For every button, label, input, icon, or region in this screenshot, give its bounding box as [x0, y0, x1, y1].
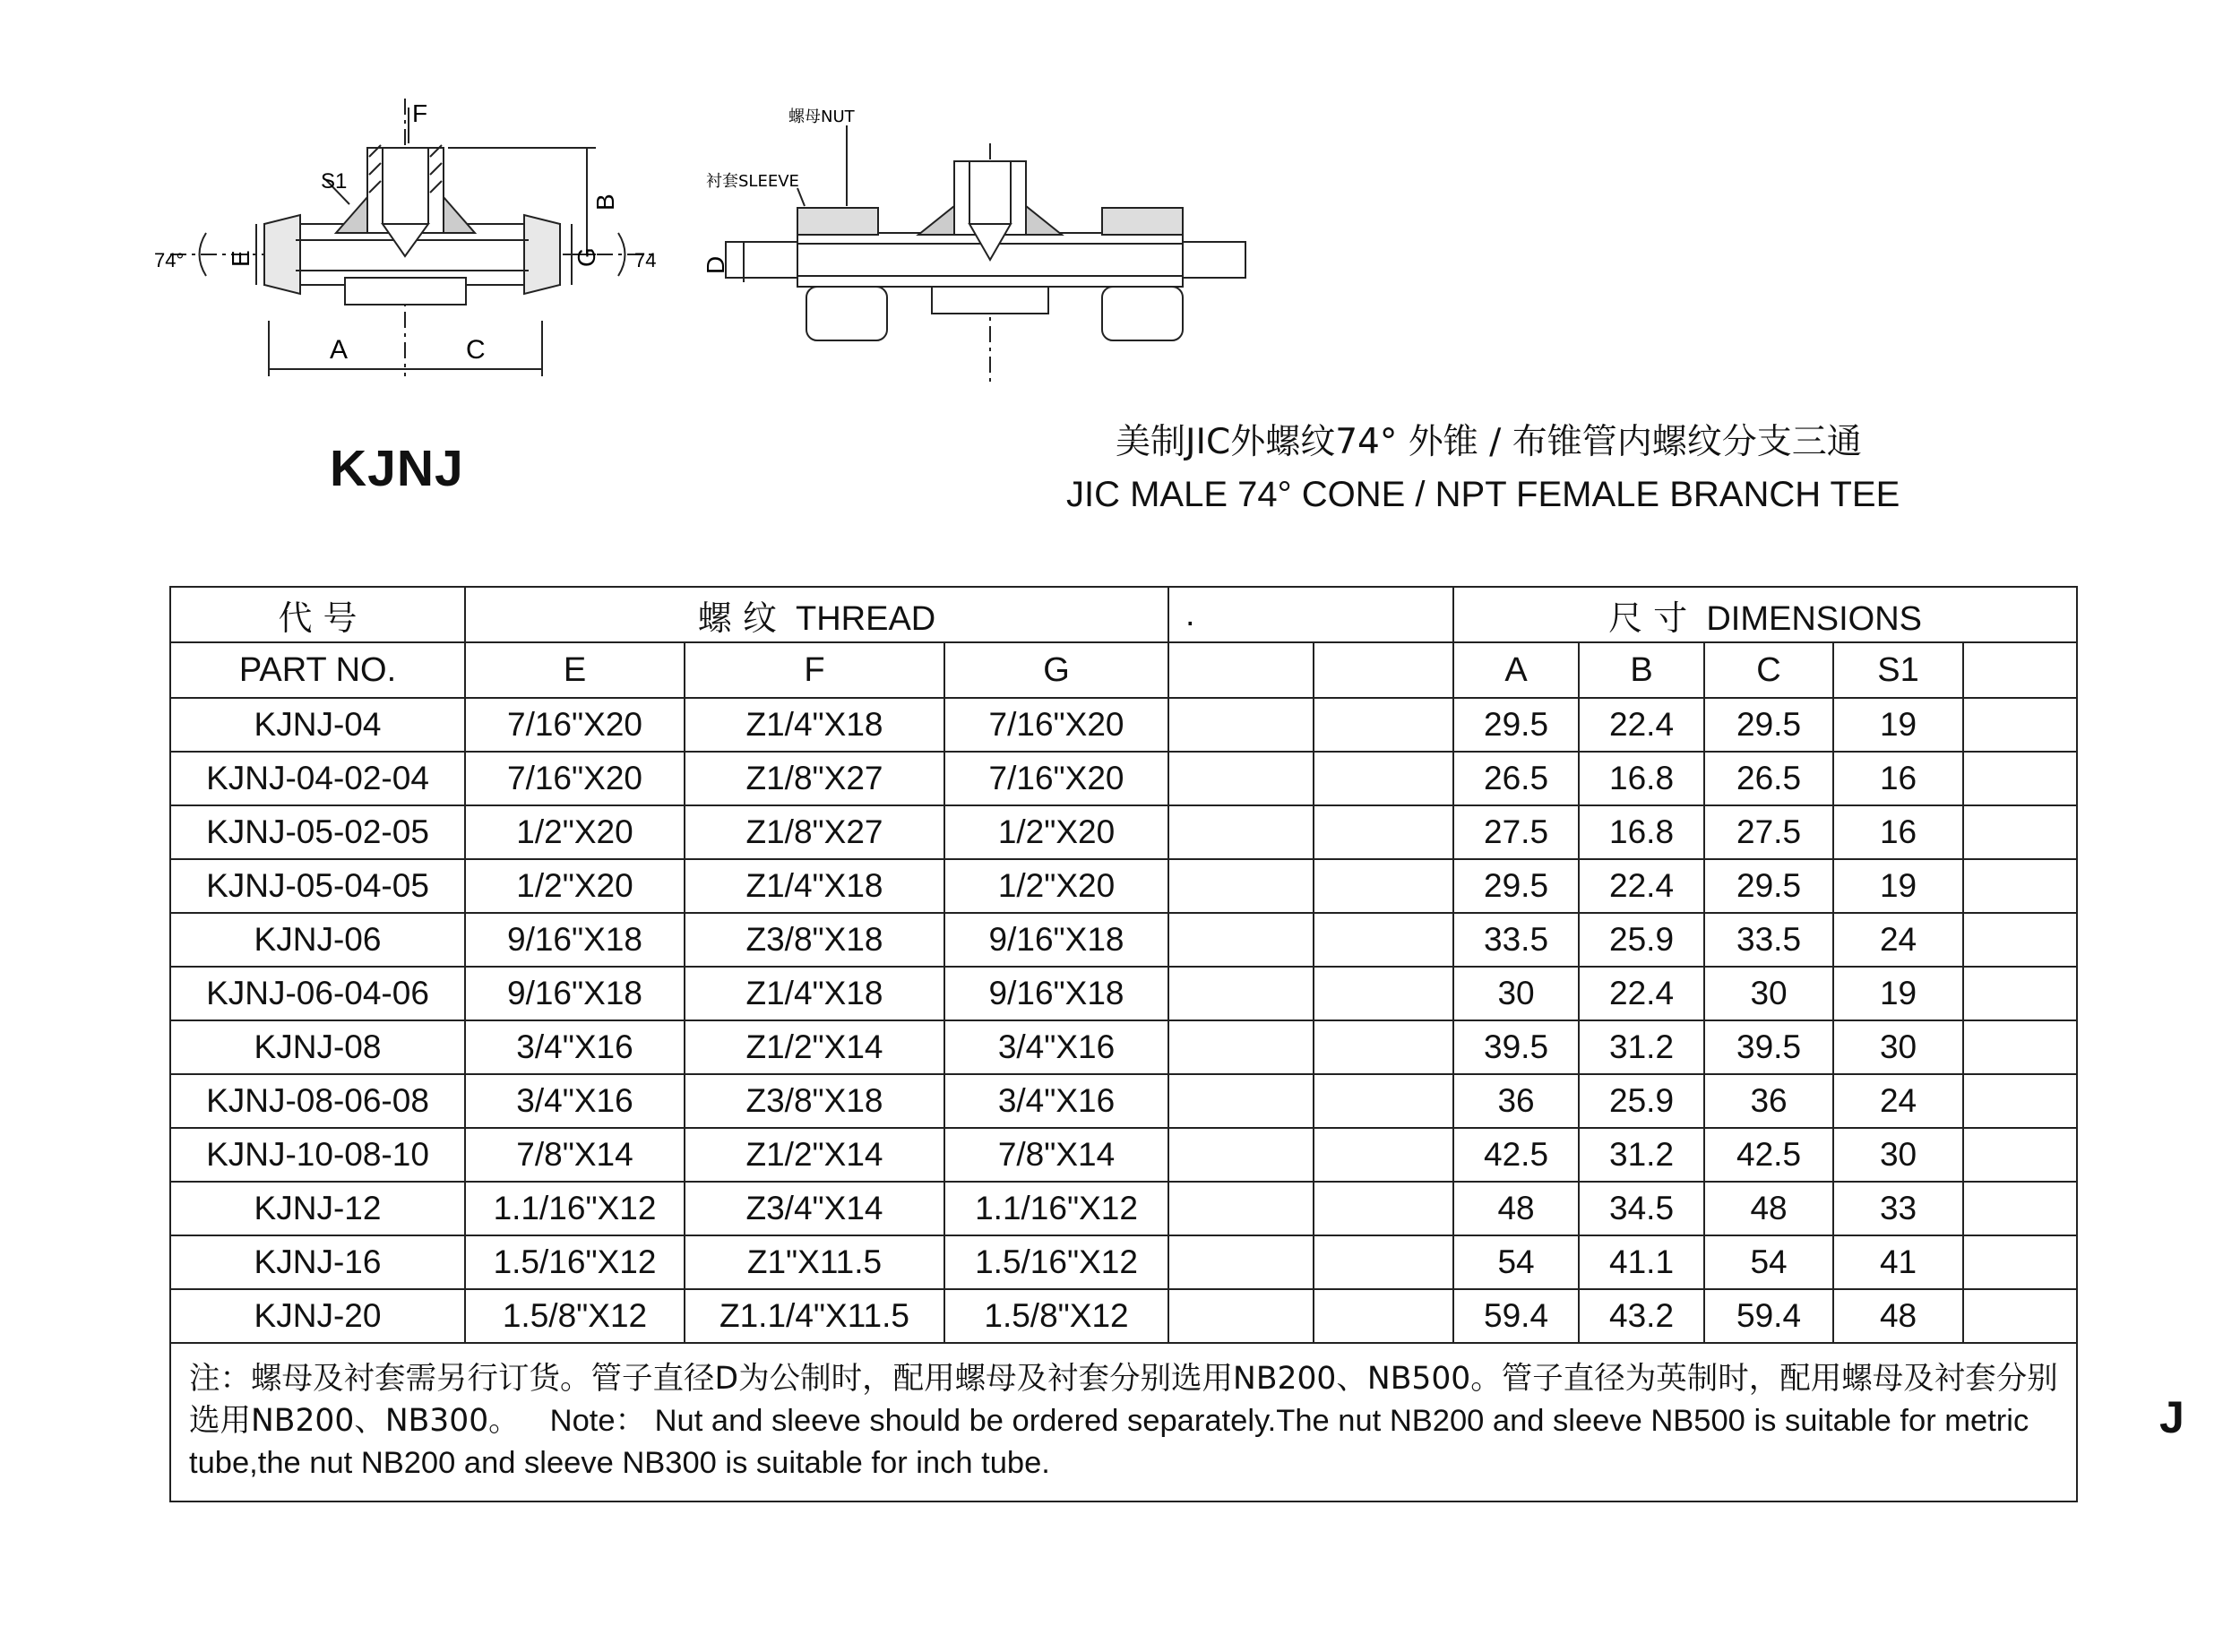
cell-blank-1	[1168, 1074, 1314, 1128]
table-row	[170, 1128, 2077, 1182]
cell-part-no: KJNJ-10-08-10	[170, 1128, 465, 1182]
table-row	[170, 1020, 2077, 1074]
cell-part-no: KJNJ-04	[170, 698, 465, 752]
cell-thread-f: Z1/2"X14	[685, 1128, 944, 1182]
cell-thread-f: Z3/4"X14	[685, 1182, 944, 1235]
cell-dim-b: 16.8	[1579, 752, 1704, 805]
cell-dim-s1: 16	[1833, 805, 1963, 859]
cell-blank-1	[1168, 859, 1314, 913]
cell-thread-f: Z1/2"X14	[685, 1020, 944, 1074]
cell-blank-3	[1963, 698, 2077, 752]
cell-blank-1	[1168, 698, 1314, 752]
cell-thread-g: 7/16"X20	[944, 752, 1168, 805]
cell-blank-2	[1314, 805, 1453, 859]
cell-dim-b: 22.4	[1579, 967, 1704, 1020]
cell-part-no: KJNJ-16	[170, 1235, 465, 1289]
label-e: E	[227, 250, 254, 267]
cell-thread-f: Z1/4"X18	[685, 698, 944, 752]
cell-dim-s1: 33	[1833, 1182, 1963, 1235]
cell-blank-3	[1963, 913, 2077, 967]
cell-thread-e: 1/2"X20	[465, 805, 685, 859]
header-thread: 螺 纹 THREAD	[465, 587, 1168, 642]
cell-thread-e: 1.5/16"X12	[465, 1235, 685, 1289]
cell-thread-g: 7/16"X20	[944, 698, 1168, 752]
cell-thread-e: 1/2"X20	[465, 859, 685, 913]
cell-thread-e: 7/8"X14	[465, 1128, 685, 1182]
cell-thread-g: 1.5/8"X12	[944, 1289, 1168, 1343]
cell-blank-2	[1314, 967, 1453, 1020]
table-body	[170, 698, 2077, 1343]
cell-blank-1	[1168, 913, 1314, 967]
tee-assembly-drawing	[690, 90, 1272, 394]
product-code: KJNJ	[330, 440, 464, 497]
cell-thread-g: 1.5/16"X12	[944, 1235, 1168, 1289]
cell-thread-f: Z1/4"X18	[685, 859, 944, 913]
cell-dim-a: 48	[1453, 1182, 1579, 1235]
cell-dim-a: 33.5	[1453, 913, 1579, 967]
label-b: B	[591, 194, 619, 211]
cell-blank-2	[1314, 859, 1453, 913]
cell-part-no: KJNJ-06-04-06	[170, 967, 465, 1020]
cell-blank-2	[1314, 1074, 1453, 1128]
label-g: G	[573, 247, 600, 267]
cell-dim-a: 29.5	[1453, 859, 1579, 913]
header-col-c: C	[1704, 642, 1833, 698]
cell-thread-f: Z1.1/4"X11.5	[685, 1289, 944, 1343]
cell-blank-3	[1963, 805, 2077, 859]
header-part-no-cn: 代 号	[170, 587, 465, 642]
label-nut: 螺母NUT	[788, 108, 855, 126]
cell-blank-3	[1963, 1074, 2077, 1128]
cell-blank-3	[1963, 1182, 2077, 1235]
cell-blank-1	[1168, 752, 1314, 805]
header-blank-2	[1314, 642, 1453, 698]
table-row	[170, 1235, 2077, 1289]
cell-thread-e: 7/16"X20	[465, 698, 685, 752]
cell-part-no: KJNJ-12	[170, 1182, 465, 1235]
cell-blank-1	[1168, 967, 1314, 1020]
cell-dim-c: 36	[1704, 1074, 1833, 1128]
cell-blank-2	[1314, 1289, 1453, 1343]
cell-dim-c: 27.5	[1704, 805, 1833, 859]
cell-thread-e: 9/16"X18	[465, 967, 685, 1020]
cell-dim-b: 22.4	[1579, 698, 1704, 752]
cell-blank-2	[1314, 913, 1453, 967]
table-row	[170, 1182, 2077, 1235]
cell-dim-s1: 19	[1833, 859, 1963, 913]
cell-dim-s1: 41	[1833, 1235, 1963, 1289]
header-blank-group: .	[1168, 587, 1453, 642]
header-blank-1	[1168, 642, 1314, 698]
cell-blank-2	[1314, 1182, 1453, 1235]
header-col-b: B	[1579, 642, 1704, 698]
cell-blank-1	[1168, 1128, 1314, 1182]
cell-blank-2	[1314, 1020, 1453, 1074]
note-en: Note： Nut and sleeve should be ordered separately.The nut NB200 and sleeve NB500 is suitable for metric tube,the nut NB200 and sleeve NB300 is suitable for inch tube.	[189, 1404, 2029, 1480]
cell-dim-a: 26.5	[1453, 752, 1579, 805]
cell-thread-g: 9/16"X18	[944, 967, 1168, 1020]
cell-dim-s1: 19	[1833, 698, 1963, 752]
cell-blank-3	[1963, 1128, 2077, 1182]
table-row	[170, 1074, 2077, 1128]
label-angle-left: 74°	[154, 249, 185, 271]
cell-part-no: KJNJ-08	[170, 1020, 465, 1074]
label-sleeve: 衬套SLEEVE	[706, 172, 799, 191]
cell-dim-a: 59.4	[1453, 1289, 1579, 1343]
cell-dim-a: 30	[1453, 967, 1579, 1020]
cell-blank-1	[1168, 1020, 1314, 1074]
cell-dim-c: 30	[1704, 967, 1833, 1020]
table-note	[170, 1343, 2077, 1501]
label-s1: S1	[321, 169, 348, 194]
header-col-a: A	[1453, 642, 1579, 698]
header-col-f: F	[685, 642, 944, 698]
cell-thread-f: Z1/8"X27	[685, 805, 944, 859]
cell-dim-s1: 30	[1833, 1128, 1963, 1182]
cell-thread-e: 3/4"X16	[465, 1020, 685, 1074]
cell-blank-2	[1314, 698, 1453, 752]
cell-dim-b: 31.2	[1579, 1128, 1704, 1182]
cell-dim-a: 27.5	[1453, 805, 1579, 859]
cell-dim-s1: 24	[1833, 1074, 1963, 1128]
cell-dim-c: 29.5	[1704, 859, 1833, 913]
cell-dim-c: 42.5	[1704, 1128, 1833, 1182]
cell-dim-a: 42.5	[1453, 1128, 1579, 1182]
label-f: F	[412, 99, 428, 127]
table-row	[170, 698, 2077, 752]
cell-dim-c: 33.5	[1704, 913, 1833, 967]
cell-thread-g: 9/16"X18	[944, 913, 1168, 967]
header-col-s1: S1	[1833, 642, 1963, 698]
cell-dim-b: 25.9	[1579, 913, 1704, 967]
cell-thread-e: 7/16"X20	[465, 752, 685, 805]
cell-part-no: KJNJ-08-06-08	[170, 1074, 465, 1128]
table-row	[170, 805, 2077, 859]
tee-cross-section-drawing	[143, 90, 681, 394]
cell-dim-s1: 48	[1833, 1289, 1963, 1343]
product-title-en: JIC MALE 74° CONE / NPT FEMALE BRANCH TEE	[1066, 475, 1900, 514]
cell-dim-a: 39.5	[1453, 1020, 1579, 1074]
cell-dim-c: 48	[1704, 1182, 1833, 1235]
cell-blank-3	[1963, 1289, 2077, 1343]
cell-thread-g: 3/4"X16	[944, 1020, 1168, 1074]
cell-dim-b: 22.4	[1579, 859, 1704, 913]
cell-blank-1	[1168, 1289, 1314, 1343]
cell-thread-g: 1/2"X20	[944, 859, 1168, 913]
specification-table	[169, 586, 2078, 1502]
cell-blank-1	[1168, 1182, 1314, 1235]
cell-blank-3	[1963, 967, 2077, 1020]
cell-part-no: KJNJ-05-02-05	[170, 805, 465, 859]
cell-dim-s1: 16	[1833, 752, 1963, 805]
cell-part-no: KJNJ-04-02-04	[170, 752, 465, 805]
header-blank-3	[1963, 642, 2077, 698]
header-dimensions: 尺 寸 DIMENSIONS	[1453, 587, 2077, 642]
cell-dim-c: 29.5	[1704, 698, 1833, 752]
label-c: C	[466, 335, 486, 365]
cell-dim-c: 39.5	[1704, 1020, 1833, 1074]
cell-dim-s1: 19	[1833, 967, 1963, 1020]
cell-thread-e: 1.5/8"X12	[465, 1289, 685, 1343]
cell-dim-s1: 24	[1833, 913, 1963, 967]
cell-dim-b: 41.1	[1579, 1235, 1704, 1289]
label-angle-right: 74	[634, 249, 657, 271]
header-col-g: G	[944, 642, 1168, 698]
cell-dim-c: 59.4	[1704, 1289, 1833, 1343]
cell-thread-f: Z3/8"X18	[685, 1074, 944, 1128]
cell-thread-f: Z1/8"X27	[685, 752, 944, 805]
cell-dim-a: 36	[1453, 1074, 1579, 1128]
cell-thread-e: 1.1/16"X12	[465, 1182, 685, 1235]
cell-dim-c: 26.5	[1704, 752, 1833, 805]
cell-part-no: KJNJ-05-04-05	[170, 859, 465, 913]
cell-part-no: KJNJ-06	[170, 913, 465, 967]
header-col-e: E	[465, 642, 685, 698]
cell-blank-2	[1314, 1235, 1453, 1289]
cell-part-no: KJNJ-20	[170, 1289, 465, 1343]
cell-thread-f: Z3/8"X18	[685, 913, 944, 967]
cell-dim-b: 16.8	[1579, 805, 1704, 859]
cell-dim-s1: 30	[1833, 1020, 1963, 1074]
cell-dim-c: 54	[1704, 1235, 1833, 1289]
cell-thread-f: Z1"X11.5	[685, 1235, 944, 1289]
page-section-letter: J	[2159, 1392, 2184, 1442]
cell-dim-b: 31.2	[1579, 1020, 1704, 1074]
cell-thread-e: 9/16"X18	[465, 913, 685, 967]
cell-thread-g: 1/2"X20	[944, 805, 1168, 859]
cell-blank-3	[1963, 752, 2077, 805]
cell-blank-1	[1168, 805, 1314, 859]
cell-blank-1	[1168, 1235, 1314, 1289]
table-row	[170, 1289, 2077, 1343]
cell-thread-g: 1.1/16"X12	[944, 1182, 1168, 1235]
note-cn: 注：螺母及衬套需另行订货。管子直径D为公制时，配用螺母及衬套分别选用NB200、NB500。管子直径为英制时，配用螺母及衬套分别选用NB200、NB300。	[189, 1361, 2058, 1439]
cell-thread-g: 7/8"X14	[944, 1128, 1168, 1182]
cell-dim-a: 54	[1453, 1235, 1579, 1289]
cell-blank-2	[1314, 752, 1453, 805]
table-row	[170, 967, 2077, 1020]
table-row	[170, 859, 2077, 913]
cell-thread-g: 3/4"X16	[944, 1074, 1168, 1128]
cell-thread-f: Z1/4"X18	[685, 967, 944, 1020]
cell-blank-3	[1963, 859, 2077, 913]
table-row	[170, 913, 2077, 967]
cell-blank-3	[1963, 1235, 2077, 1289]
cell-thread-e: 3/4"X16	[465, 1074, 685, 1128]
table-row	[170, 752, 2077, 805]
cell-dim-b: 34.5	[1579, 1182, 1704, 1235]
header-part-no-en: PART NO.	[170, 642, 465, 698]
cell-dim-a: 29.5	[1453, 698, 1579, 752]
label-a: A	[330, 335, 349, 365]
label-d: D	[702, 255, 729, 274]
cell-dim-b: 25.9	[1579, 1074, 1704, 1128]
product-title-cn: 美制JIC外螺纹74° 外锥 / 布锥管内螺纹分支三通	[1116, 422, 1862, 462]
cell-dim-b: 43.2	[1579, 1289, 1704, 1343]
cell-blank-3	[1963, 1020, 2077, 1074]
cell-blank-2	[1314, 1128, 1453, 1182]
